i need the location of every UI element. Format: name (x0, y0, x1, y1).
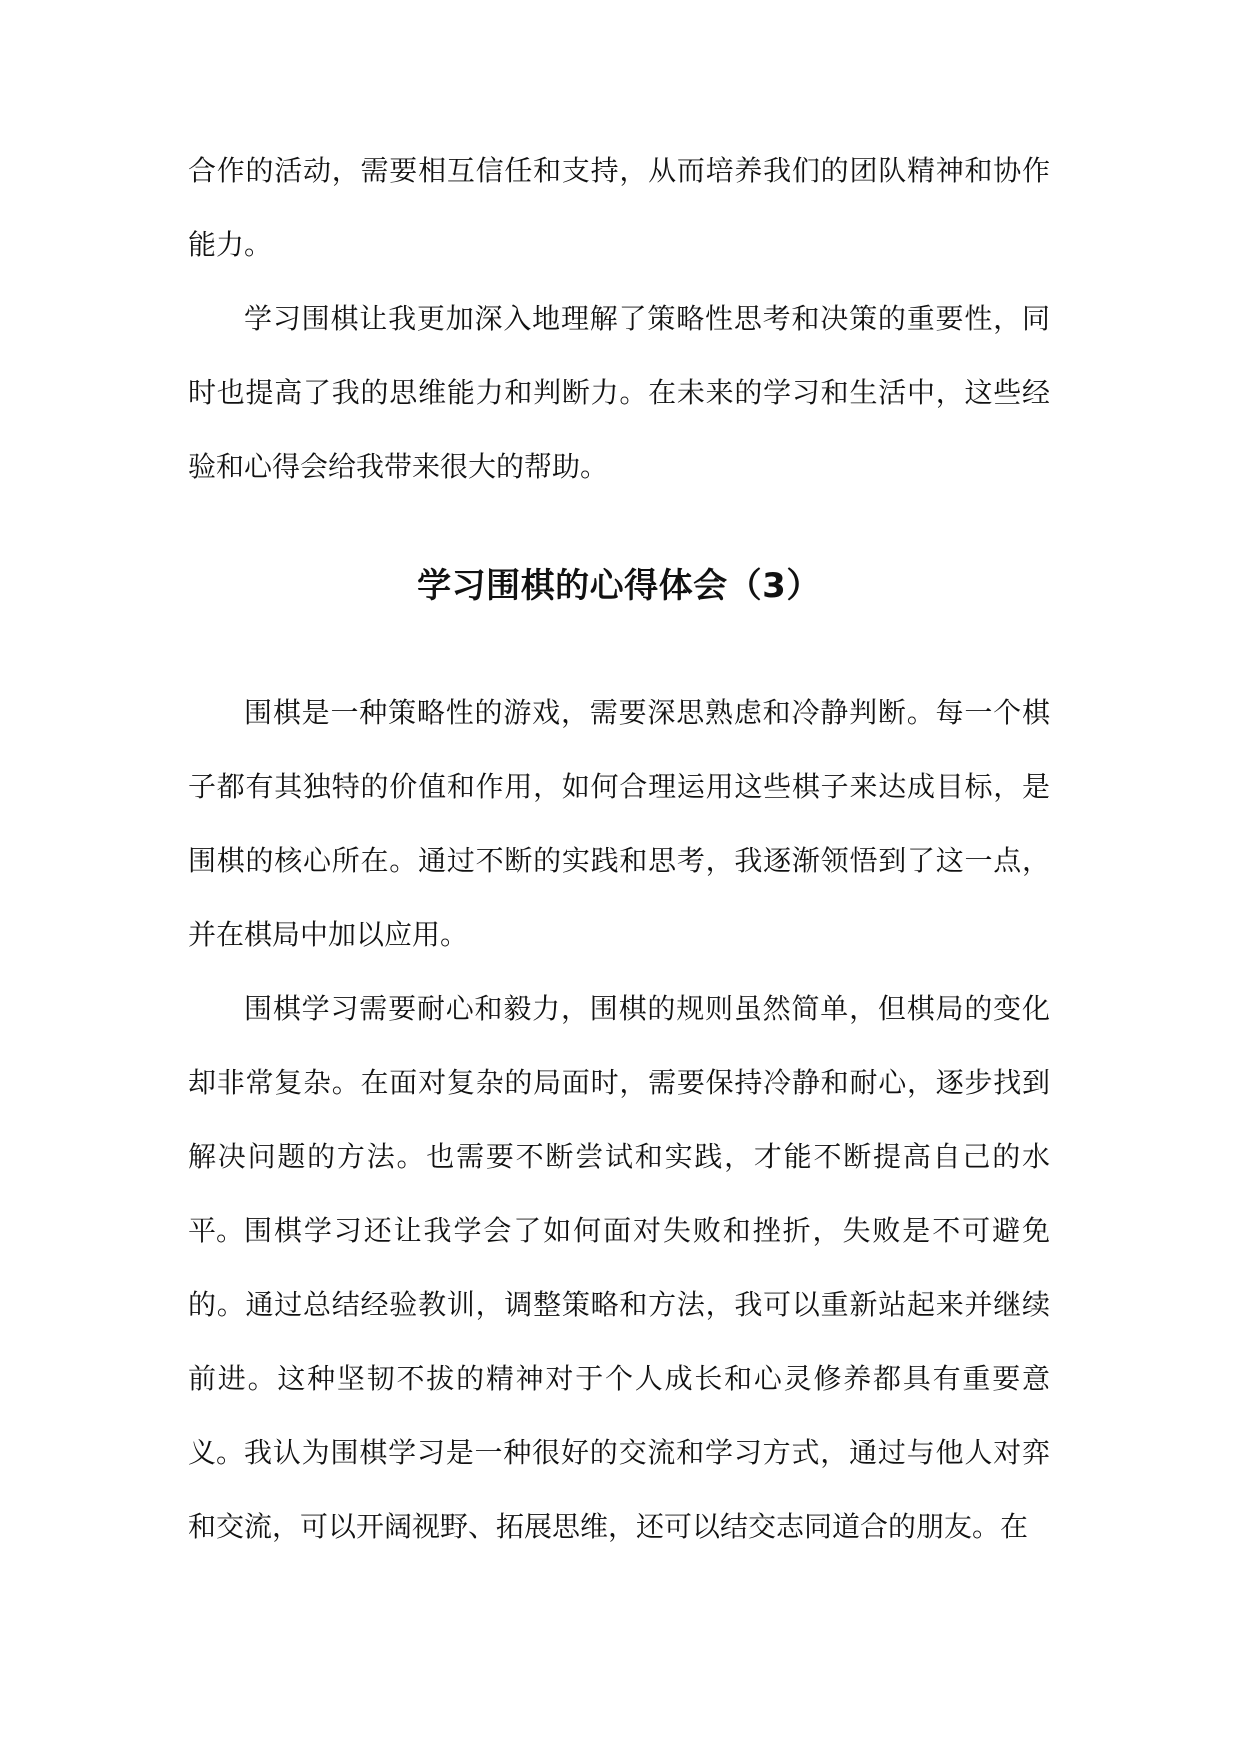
section-paragraph-1: 围棋是一种策略性的游戏，需要深思熟虑和冷静判断。每一个棋子都有其独特的价值和作用，如何合理运用这些棋子来达成目标，是围棋的核心所在。通过不断的实践和思考，我逐渐领悟到了这一点，并在棋局中加以应用。 (188, 696, 1050, 951)
section-title: 学习围棋的心得体会（3） (417, 566, 821, 606)
section-paragraph-4: 我认为围棋学习是一种很好的交流和学习方式，通过与他人对弈和交流，可以开阔视野、拓展思维，还可以结交志同道合的朋友。在 (188, 1436, 1050, 1543)
section-paragraph-2: 围棋学习需要耐心和毅力，围棋的规则虽然简单，但棋局的变化却非常复杂。在面对复杂的局面时，需要保持冷静和耐心，逐步找到解决问题的方法。也需要不断尝试和实践，才能不断提高自己的水平。 (188, 992, 1050, 1247)
continued-paragraph: 合作的活动，需要相互信任和支持，从而培养我们的团队精神和协作能力。 (188, 154, 1050, 261)
conclusion-paragraph: 学习围棋让我更加深入地理解了策略性思考和决策的重要性，同时也提高了我的思维能力和判断力。在未来的学习和生活中，这些经验和心得会给我带来很大的帮助。 (188, 302, 1050, 483)
section-paragraph-3: 围棋学习还让我学会了如何面对失败和挫折，失败是不可避免的。通过总结经验教训，调整策略和方法，我可以重新站起来并继续前进。这种坚韧不拔的精神对于个人成长和心灵修养都具有重要意义。 (188, 1214, 1050, 1469)
